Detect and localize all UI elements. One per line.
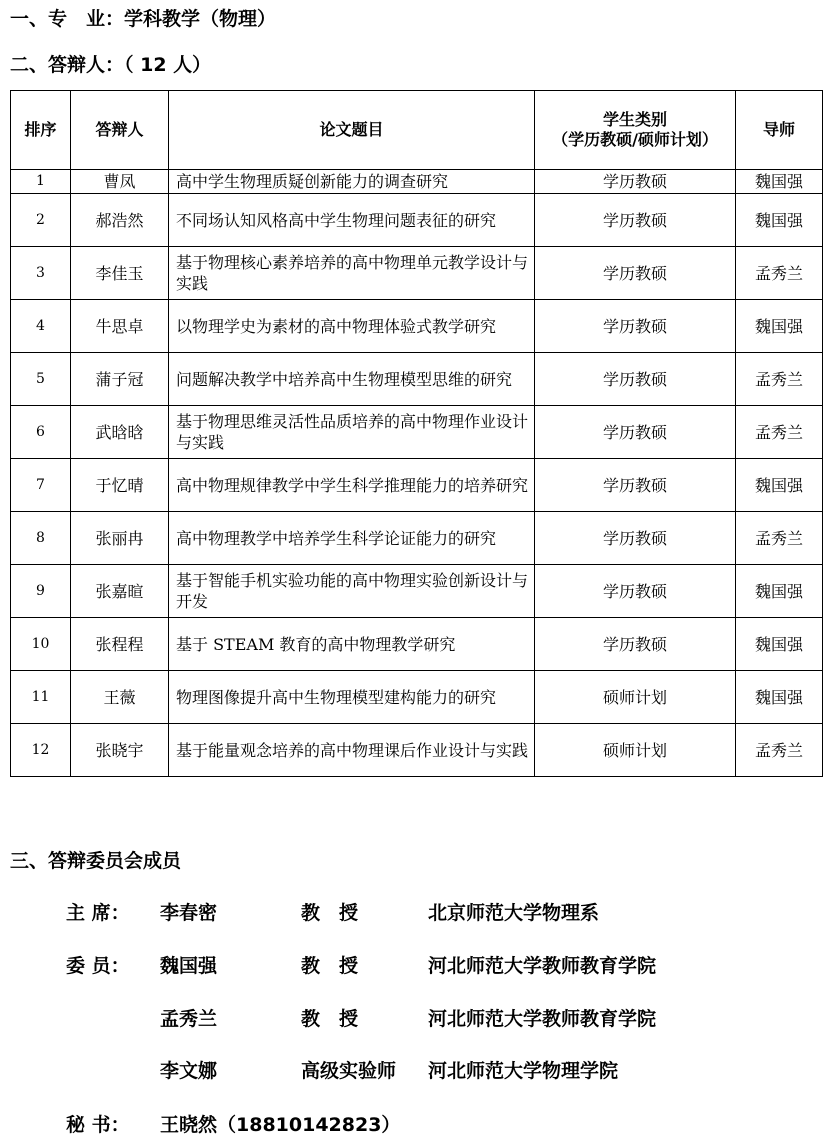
cell-name: 王薇	[71, 671, 169, 724]
cell-category: 学历教硕	[535, 353, 736, 406]
section-major-heading: 一、专 业：学科教学（物理）	[10, 8, 277, 30]
defense-table	[10, 90, 823, 777]
cell-title: 物理图像提升高中生物理模型建构能力的研究	[169, 671, 535, 724]
header-category-line2: （学历教硕/硕师计划）	[552, 130, 718, 149]
table-row	[11, 170, 823, 194]
header-title: 论文题目	[169, 91, 535, 170]
cell-order: 4	[11, 300, 71, 353]
cell-advisor: 魏国强	[736, 170, 823, 194]
cell-advisor: 孟秀兰	[736, 353, 823, 406]
cell-category: 学历教硕	[535, 459, 736, 512]
cell-title: 以物理学史为素材的高中物理体验式教学研究	[169, 300, 535, 353]
cell-advisor: 魏国强	[736, 671, 823, 724]
member-title: 教 授	[301, 1008, 359, 1030]
header-advisor: 导师	[736, 91, 823, 170]
member-name: 李文娜	[160, 1060, 218, 1082]
cell-name: 张丽冉	[71, 512, 169, 565]
member-unit: 北京师范大学物理系	[428, 902, 600, 924]
cell-title: 基于智能手机实验功能的高中物理实验创新设计与开发	[169, 565, 535, 618]
table-header-row	[11, 91, 823, 170]
cell-name: 郝浩然	[71, 194, 169, 247]
cell-advisor: 孟秀兰	[736, 724, 823, 777]
member-unit: 河北师范大学教师教育学院	[428, 955, 657, 977]
cell-title: 高中物理教学中培养学生科学论证能力的研究	[169, 512, 535, 565]
header-order: 排序	[11, 91, 71, 170]
table-row	[11, 406, 823, 459]
cell-title: 基于 STEAM 教育的高中物理教学研究	[169, 618, 535, 671]
cell-name: 李佳玉	[71, 247, 169, 300]
member-title: 高级实验师	[301, 1060, 397, 1082]
cell-category: 学历教硕	[535, 565, 736, 618]
table-row	[11, 194, 823, 247]
chair-label: 主 席：	[66, 902, 130, 924]
table-row	[11, 459, 823, 512]
member-name: 魏国强	[160, 955, 218, 977]
cell-category: 硕师计划	[535, 671, 736, 724]
cell-advisor: 魏国强	[736, 459, 823, 512]
cell-title: 基于物理思维灵活性品质培养的高中物理作业设计与实践	[169, 406, 535, 459]
member-unit: 河北师范大学物理学院	[428, 1060, 619, 1082]
cell-order: 7	[11, 459, 71, 512]
table-row	[11, 671, 823, 724]
cell-advisor: 孟秀兰	[736, 247, 823, 300]
cell-category: 学历教硕	[535, 247, 736, 300]
cell-order: 12	[11, 724, 71, 777]
cell-order: 8	[11, 512, 71, 565]
cell-advisor: 魏国强	[736, 618, 823, 671]
cell-category: 学历教硕	[535, 300, 736, 353]
table-row	[11, 512, 823, 565]
cell-order: 5	[11, 353, 71, 406]
cell-category: 学历教硕	[535, 406, 736, 459]
cell-title: 不同场认知风格高中学生物理问题表征的研究	[169, 194, 535, 247]
section-committee-heading: 三、答辩委员会成员	[10, 850, 182, 872]
cell-title: 基于能量观念培养的高中物理课后作业设计与实践	[169, 724, 535, 777]
member-name: 孟秀兰	[160, 1008, 218, 1030]
cell-title: 基于物理核心素养培养的高中物理单元教学设计与实践	[169, 247, 535, 300]
cell-name: 武晗晗	[71, 406, 169, 459]
table-row	[11, 353, 823, 406]
table-row	[11, 618, 823, 671]
secretary-info: 王晓然（18810142823）	[160, 1114, 401, 1136]
header-category-line1: 学生类别	[602, 110, 667, 129]
cell-advisor: 魏国强	[736, 300, 823, 353]
members-label: 委 员：	[66, 955, 130, 977]
cell-order: 1	[11, 170, 71, 194]
cell-name: 于忆晴	[71, 459, 169, 512]
cell-advisor: 孟秀兰	[736, 406, 823, 459]
header-category	[535, 91, 736, 170]
cell-category: 学历教硕	[535, 194, 736, 247]
table-row	[11, 724, 823, 777]
cell-order: 11	[11, 671, 71, 724]
cell-name: 曹凤	[71, 170, 169, 194]
cell-category: 学历教硕	[535, 512, 736, 565]
cell-title: 高中物理规律教学中学生科学推理能力的培养研究	[169, 459, 535, 512]
cell-order: 3	[11, 247, 71, 300]
cell-title: 问题解决教学中培养高中生物理模型思维的研究	[169, 353, 535, 406]
member-name: 李春密	[160, 902, 218, 924]
table-row	[11, 565, 823, 618]
cell-category: 硕师计划	[535, 724, 736, 777]
cell-name: 张嘉暄	[71, 565, 169, 618]
cell-name: 蒲子冠	[71, 353, 169, 406]
header-name: 答辩人	[71, 91, 169, 170]
cell-category: 学历教硕	[535, 170, 736, 194]
cell-name: 张程程	[71, 618, 169, 671]
cell-order: 6	[11, 406, 71, 459]
member-title: 教 授	[301, 902, 359, 924]
cell-order: 9	[11, 565, 71, 618]
secretary-label: 秘 书：	[66, 1114, 130, 1136]
cell-advisor: 魏国强	[736, 194, 823, 247]
cell-advisor: 魏国强	[736, 565, 823, 618]
cell-advisor: 孟秀兰	[736, 512, 823, 565]
cell-name: 牛思卓	[71, 300, 169, 353]
cell-category: 学历教硕	[535, 618, 736, 671]
member-unit: 河北师范大学教师教育学院	[428, 1008, 657, 1030]
table-row	[11, 247, 823, 300]
member-title: 教 授	[301, 955, 359, 977]
cell-order: 10	[11, 618, 71, 671]
cell-title: 高中学生物理质疑创新能力的调查研究	[169, 170, 535, 194]
table-row	[11, 300, 823, 353]
cell-order: 2	[11, 194, 71, 247]
section-defenders-heading: 二、答辩人：（ 12 人）	[10, 54, 212, 76]
cell-name: 张晓宇	[71, 724, 169, 777]
